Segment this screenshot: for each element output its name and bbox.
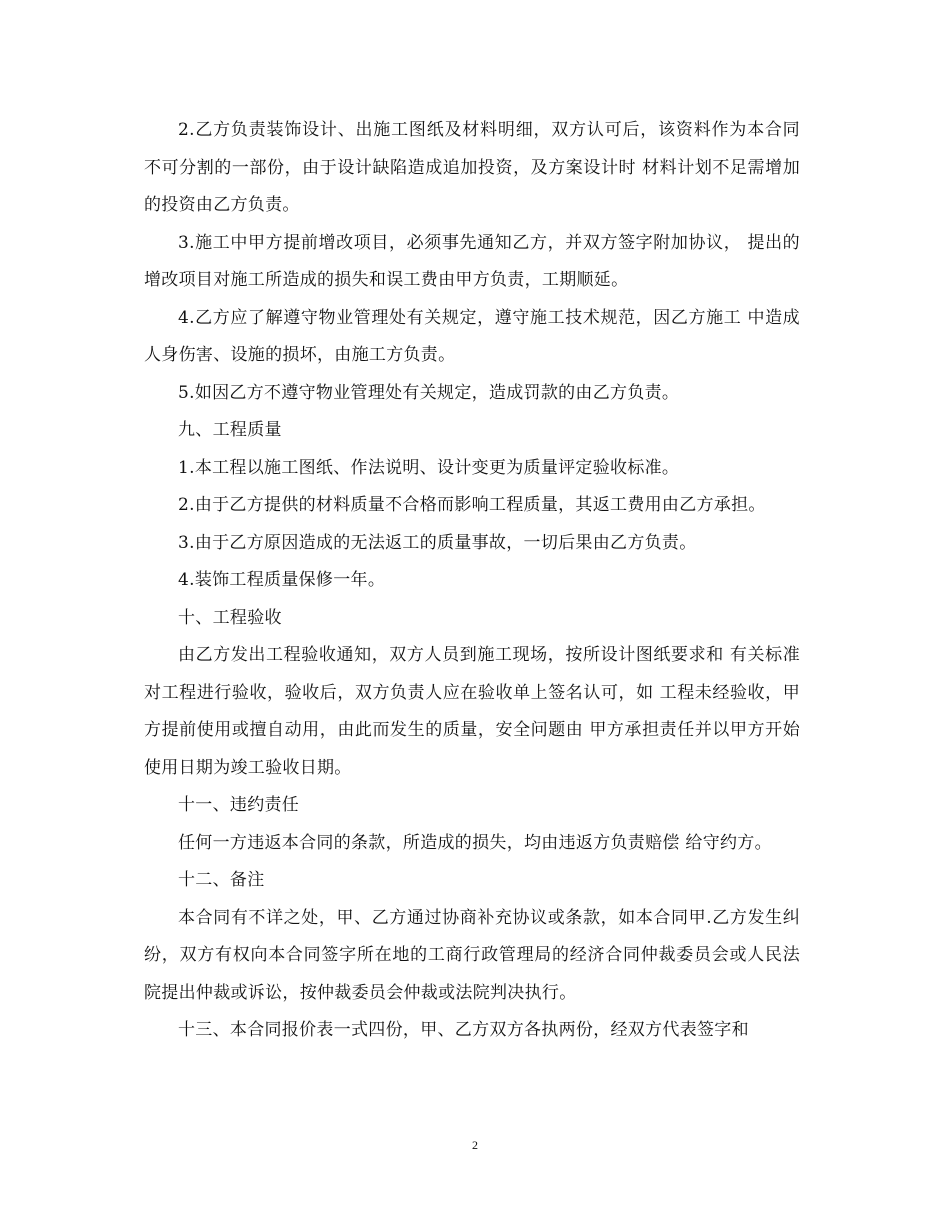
paragraph-liability: 任何一方违返本合同的条款，所造成的损失，均由违返方负责赔偿 给守约方。 xyxy=(178,832,772,853)
page-number: 2 xyxy=(472,1138,478,1152)
paragraph-clause-8-3: 3.施工中甲方提前增改项目，必须事先通知乙方，并双方签字附加协议， 提出的增改项目对施工所造成的损失和误工费由甲方负责，工期顺延。 xyxy=(144,232,800,290)
paragraph-clause-13: 十三、本合同报价表一式四份，甲、乙方双方各执两份，经双方代表签字和 xyxy=(178,1020,749,1040)
section-heading-acceptance: 十、工程验收 xyxy=(178,607,282,628)
document-body xyxy=(144,112,800,1050)
section-heading-quality: 九、工程质量 xyxy=(178,420,282,440)
paragraph-clause-8-4: 4.乙方应了解遵守物业管理处有关规定，遵守施工技术规范，因乙方施工 中造成人身伤害、设施的损坏，由施工方负责。 xyxy=(144,307,800,365)
paragraph-quality-1: 1.本工程以施工图纸、作法说明、设计变更为质量评定验收标准。 xyxy=(178,457,680,478)
paragraph-clause-8-2: 2.乙方负责装饰设计、出施工图纸及材料明细，双方认可后，该资料作为本合同不可分割的一部份，由于设计缺陷造成追加投资，及方案设计时 材料计划不足需增加的投资由乙方负责。 xyxy=(144,120,800,215)
section-heading-remarks: 十二、备注 xyxy=(178,870,265,890)
section-heading-liability: 十一、违约责任 xyxy=(178,795,300,815)
paragraph-acceptance: 由乙方发出工程验收通知，双方人员到施工现场，按所设计图纸要求和 有关标准对工程进行验收，验收后，双方负责人应在验收单上签名认可，如 工程未经验收，甲方提前使用或擅自动用，由此而发生的质量，安全问题由 甲方承担责任并以甲方开始使用日期为竣工验收日期。 xyxy=(144,645,800,778)
paragraph-quality-3: 3.由于乙方原因造成的无法返工的质量事故，一切后果由乙方负责。 xyxy=(178,532,697,553)
paragraph-quality-2: 2.由于乙方提供的材料质量不合格而影响工程质量，其返工费用由乙方承担。 xyxy=(178,495,766,515)
paragraph-remarks: 本合同有不详之处，甲、乙方通过协商补充协议或条款，如本合同甲.乙方发生纠纷，双方有权向本合同签字所在地的工商行政管理局的经济合同仲裁委员会或人民法院提出仲裁或诉讼，按仲裁委员会仲裁或法院判决执行。 xyxy=(144,907,800,1003)
paragraph-quality-4: 4.装饰工程质量保修一年。 xyxy=(178,570,386,590)
paragraph-clause-8-5: 5.如因乙方不遵守物业管理处有关规定，造成罚款的由乙方负责。 xyxy=(178,382,680,403)
